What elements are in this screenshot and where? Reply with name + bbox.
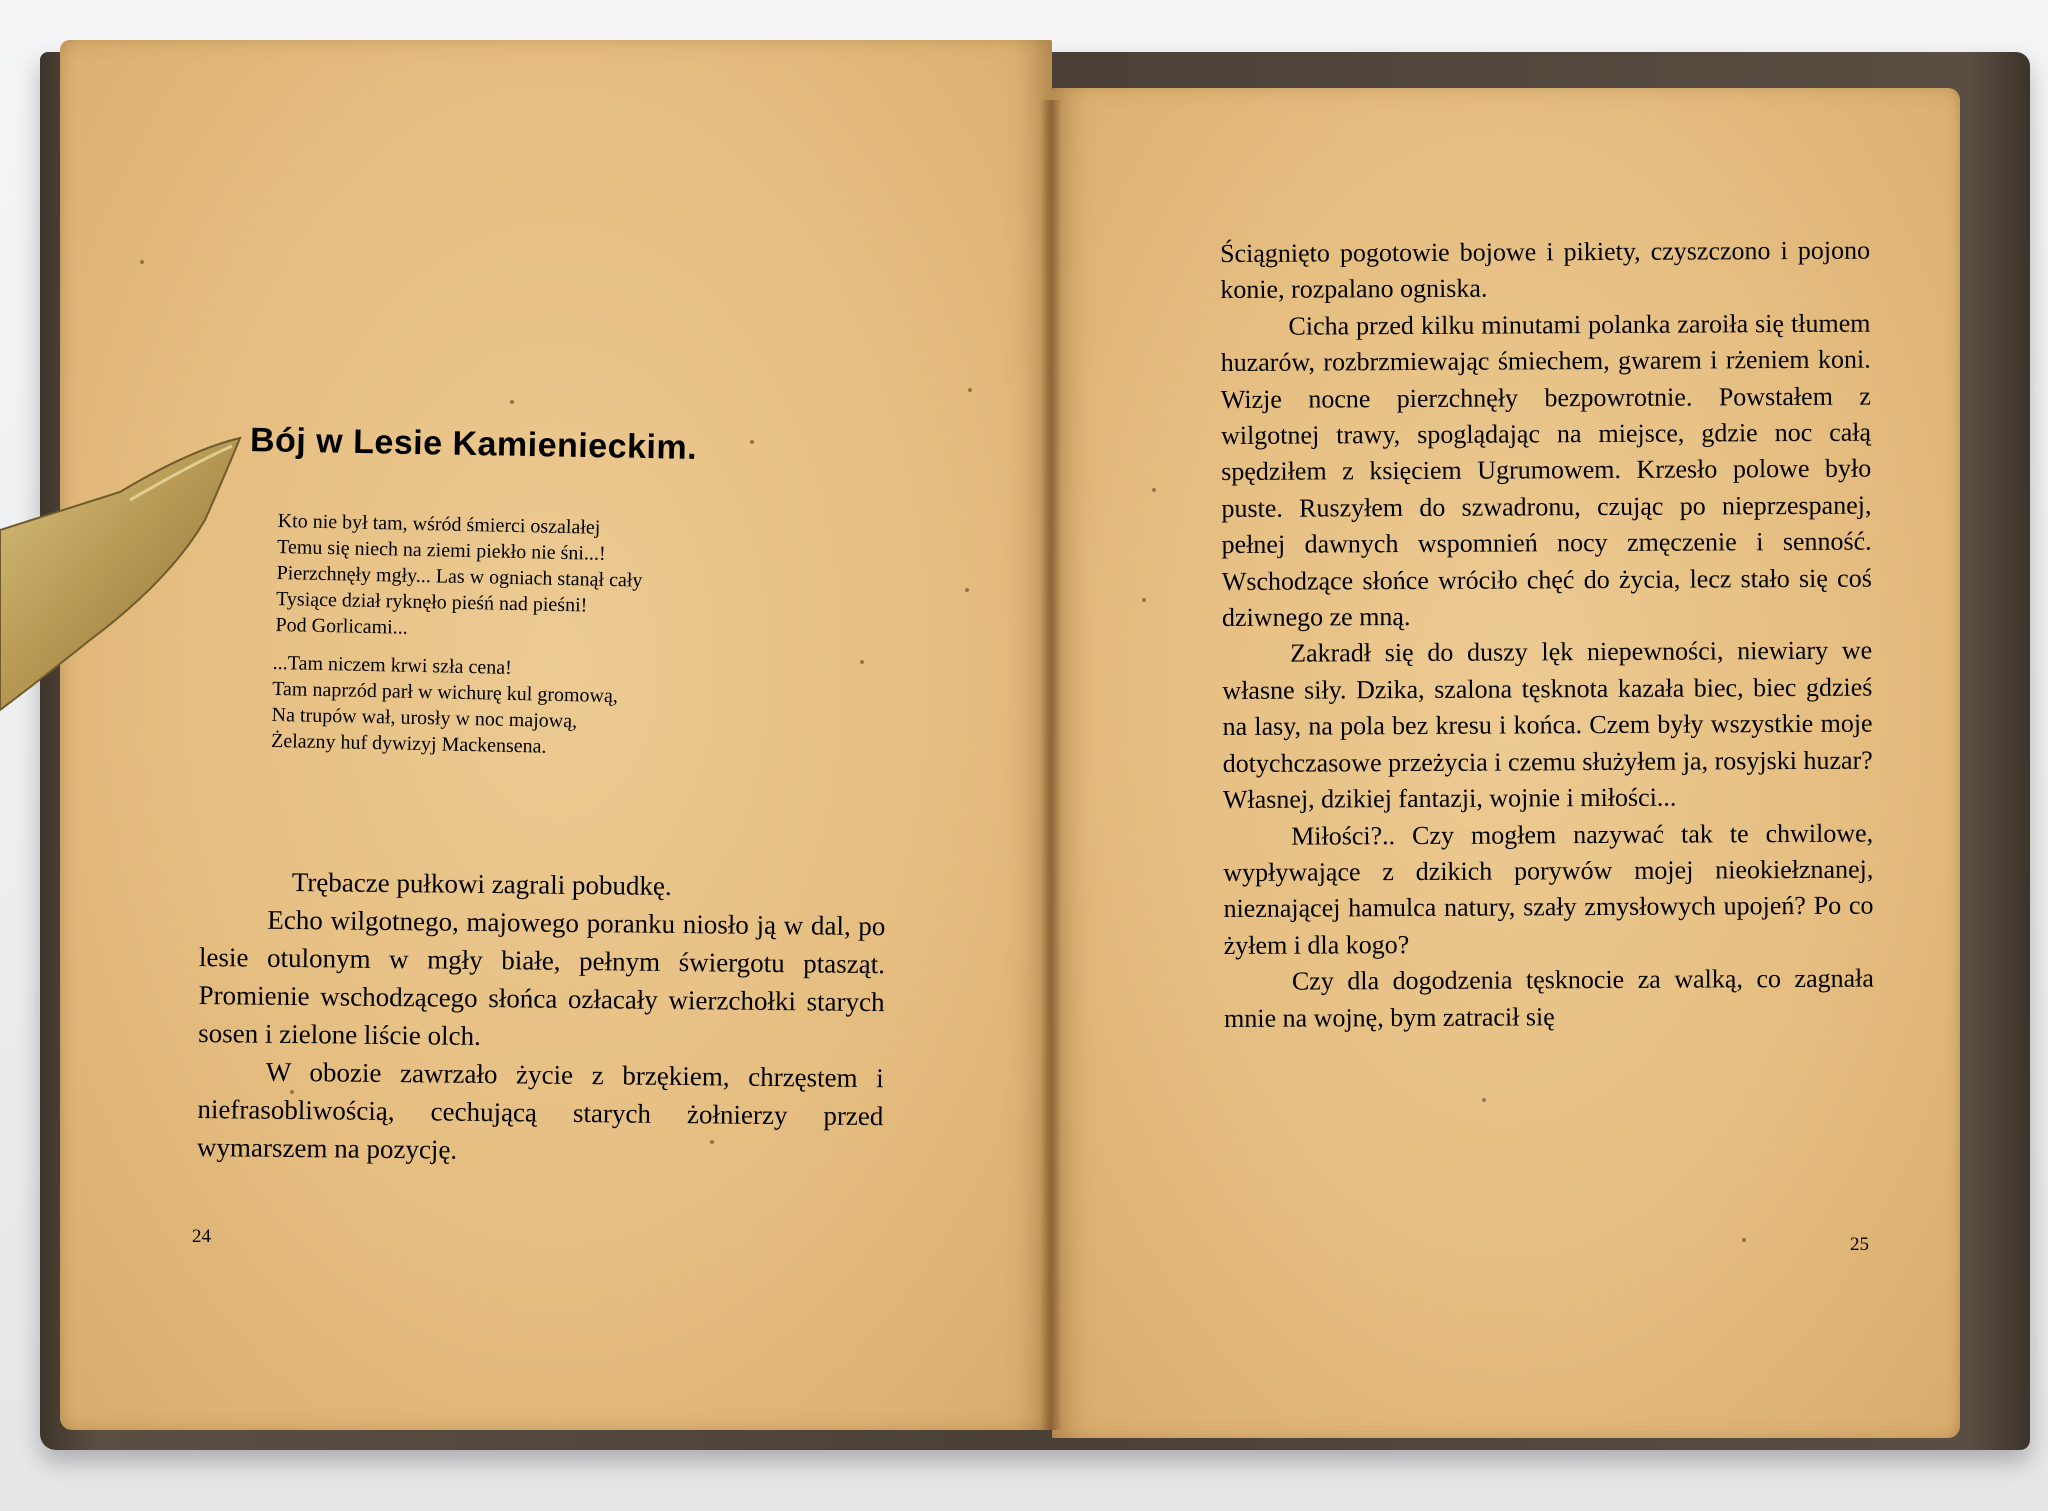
poem-line: Na trupów wał, urosły w noc majową, (271, 703, 578, 733)
poem-line: Pod Gorlicami... (275, 613, 408, 639)
paragraph: Cicha przed kilku minutami polanka zaroiła się tłumem huzarów, rozbrzmiewając śmiechem, gwarem i rżeniem koni. Wizje nocne pierzchnęły bezpowrotnie. Powstałem z wilgotnej trawy, spoglądając na miejsce, gdzie noc całą spędziłem z księciem Ugrumowem. Krzesło polowe było puste. Ruszyłem do szwadronu, czując po nieprzespanej, pełnej dawnych wspomnień nocy zmęczenie i senność. Wschodzące słońce wróciło chęć do życia, lecz stało się coś dziwnego ze mną. (1220, 308, 1872, 633)
paragraph: Zakradł się do duszy lęk niepewności, niewiary we własne siły. Dzika, szalona tęsknota kazała biec, biec gdzieś na lasy, na pola bez kresu i końca. Czem były wszystkie moje dotychczasowe przeżycia i czemu służyłem ja, rosyjski huzar? Własnej, dzikiej fantazji, wojnie i miłości... (1222, 636, 1873, 815)
poem-line: Tysiące dział ryknęło pieśń nad pieśni! (275, 587, 588, 617)
chapter-title: Bój w Lesie Kamienieckim. (249, 421, 698, 467)
paragraph: Echo wilgotnego, majowego poranku niosło ją w dal, po lesie otulonym w mgły białe, pełnym świergotu ptasząt. Promienie wschodzącego słońca ozłacały wierzchołki starych sosen i zielone liście olch. (198, 904, 886, 1051)
poem-stanza-1 (275, 508, 643, 646)
page-number-left: 24 (192, 1226, 211, 1247)
brass-bookmark-blade (0, 430, 250, 750)
paragraph: Miłości?.. Czy mogłem nazywać tak te chwilowe, wypływające z dzikich porywów mojej nieokiełznanej, nieznającej hamulca natury, szały zmysłowych upojeń? Po co żyłem i dla kogo? (1223, 818, 1874, 960)
poem-line: Kto nie był tam, wśród śmierci oszalałej (277, 509, 601, 539)
poem-stanza-2 (271, 650, 641, 762)
epigraph-poem (270, 508, 644, 774)
poem-line: Temu się niech na ziemi piekło nie śni...! (276, 535, 606, 565)
poem-line: Tam naprzód parł w wichurę kul gromową, (271, 677, 619, 708)
poem-line: Pierzchnęły mgły... Las w ogniach stanął cały (276, 561, 643, 592)
paragraph: W obozie zawrzało życie z brzękiem, chrzęstem i niefrasobliwością, cechującą starych żołnierzy przed wymarszem na pozycję. (196, 1056, 884, 1165)
left-page-body (197, 862, 886, 1173)
page-number-right: 25 (1850, 1234, 1869, 1255)
poem-line: Żelazny huf dywizyj Mackensena. (270, 729, 547, 758)
paragraph: Czy dla dogodzenia tęsknocie za walką, co zagnała mnie na wojnę, bym zatracił się (1224, 963, 1874, 1033)
poem-line: ...Tam niczem krwi szła cena! (272, 651, 512, 679)
book-gutter (1040, 100, 1062, 1430)
right-page-body (1220, 233, 1874, 1037)
paragraph: Ściągnięto pogotowie bojowe i pikiety, czyszczono i pojono konie, rozpalano ogniska. (1220, 235, 1871, 305)
paragraph: Trębacze pułkowi zagrali pobudkę. (291, 866, 672, 901)
